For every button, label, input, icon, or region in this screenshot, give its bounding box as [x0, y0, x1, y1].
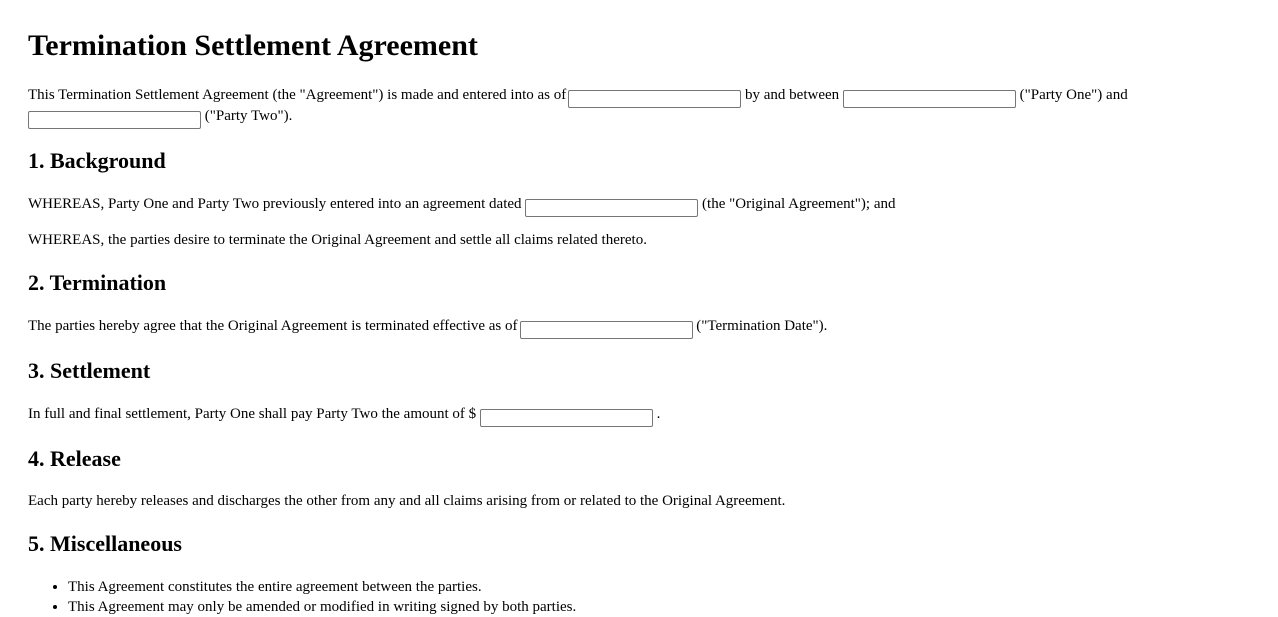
miscellaneous-list	[28, 577, 576, 617]
intro-text-3: ("Party One") and	[1019, 87, 1128, 103]
agreement-date-input[interactable]	[568, 90, 741, 108]
termination-paragraph	[28, 316, 827, 339]
background-paragraph-1	[28, 194, 895, 217]
page-title: Termination Settlement Agreement	[28, 29, 478, 62]
settlement-amount-input[interactable]	[480, 409, 653, 427]
list-item: • This Agreement may only be amended or modified in writing signed by both parties.	[68, 597, 576, 617]
settlement-text-b: .	[656, 406, 661, 422]
background-text-1b: (the "Original Agreement"); and	[702, 196, 896, 212]
background-paragraph-2: WHEREAS, the parties desire to terminate the Original Agreement and settle all claims related thereto.	[28, 232, 647, 248]
settlement-text-a: In full and final settlement, Party One shall pay Party Two the amount of $	[28, 406, 477, 422]
intro-line-2	[28, 106, 292, 129]
intro-text-2: by and between	[745, 87, 840, 103]
intro-text-4: ("Party Two").	[204, 108, 293, 124]
section-heading-background: 1. Background	[28, 148, 166, 173]
party-two-input[interactable]	[28, 111, 201, 129]
section-heading-miscellaneous: 5. Miscellaneous	[28, 531, 182, 556]
intro-text-1: This Termination Settlement Agreement (the "Agreement") is made and entered into as of	[28, 87, 567, 103]
section-heading-termination: 2. Termination	[28, 270, 167, 295]
settlement-paragraph	[28, 404, 660, 427]
termination-text-b: ("Termination Date").	[696, 318, 828, 334]
section-heading-settlement: 3. Settlement	[28, 358, 151, 383]
background-text-1a: WHEREAS, Party One and Party Two previously entered into an agreement dated	[28, 196, 522, 212]
release-paragraph: Each party hereby releases and discharges the other from any and all claims arising from or related to the Original Agreement.	[28, 493, 786, 509]
intro-line-1	[28, 85, 1128, 108]
original-agreement-date-input[interactable]	[525, 199, 698, 217]
party-one-input[interactable]	[843, 90, 1016, 108]
list-item: • This Agreement constitutes the entire agreement between the parties.	[68, 577, 576, 597]
section-heading-release: 4. Release	[28, 446, 121, 471]
termination-text-a: The parties hereby agree that the Original Agreement is terminated effective as of	[28, 318, 518, 334]
termination-date-input[interactable]	[520, 321, 693, 339]
